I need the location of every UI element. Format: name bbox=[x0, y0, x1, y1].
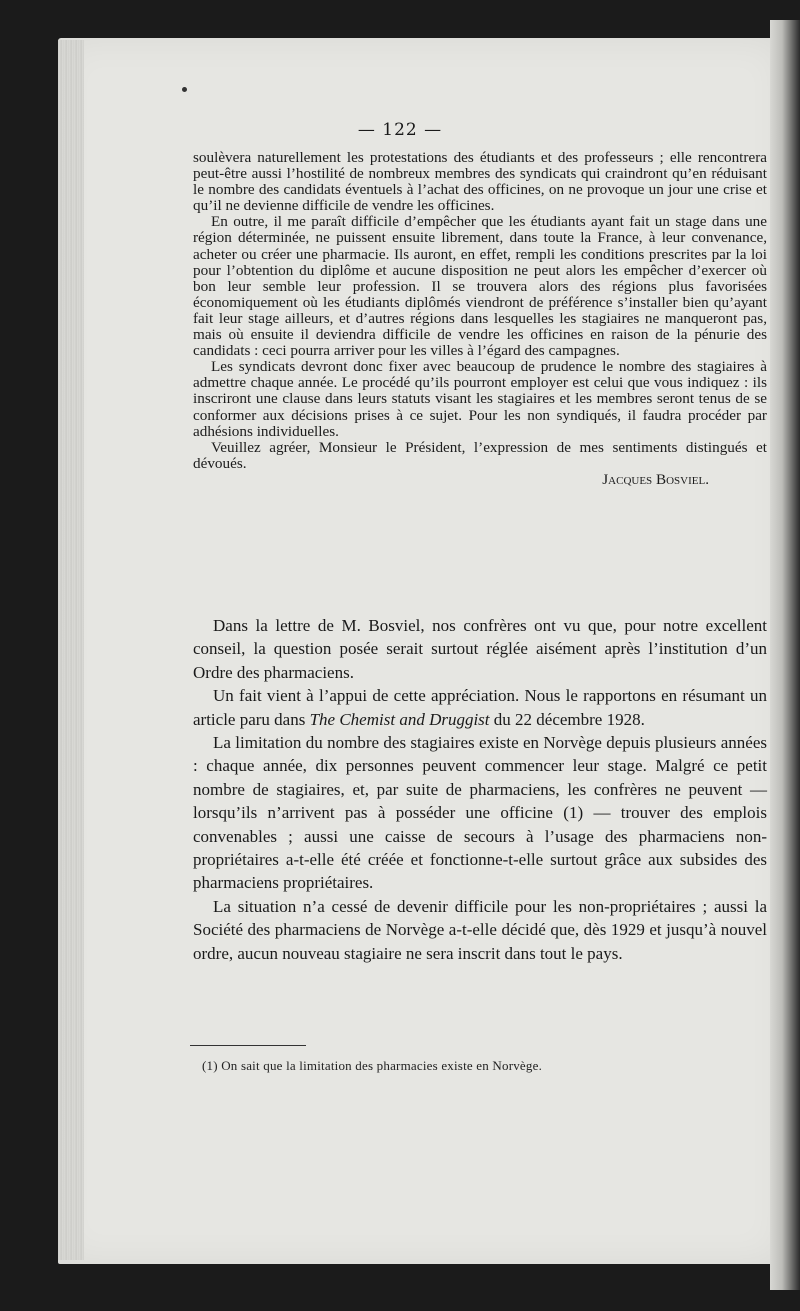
page-gutter bbox=[58, 40, 84, 1260]
journal-title: The Chemist and Druggist bbox=[309, 709, 490, 729]
letter-body bbox=[193, 150, 767, 488]
citation-before: Un fait vient à l’appui de cette appréciation. Nous le rapportons en résumant un article paru dans bbox=[193, 686, 767, 729]
citation-after: du 22 décembre 1928. bbox=[489, 709, 645, 729]
page-number: — 122 — bbox=[357, 120, 443, 140]
ink-speck bbox=[182, 87, 187, 92]
footnote-rule bbox=[190, 1045, 306, 1046]
letter-paragraph-2: En outre, il me paraît difficile d’empêcher que les étudiants ayant fait un stage dans une région déterminée, ne puissent ensuite librement, dans toute la France, à leur convenance, acheter ou créer une pharmacie. Ils auront, en effet, rempli les conditions prescrites par la loi pour l’obtention du diplôme et aucune disposition ne peut alors les empêcher d’exercer où bon leur semble leur profession. Il se trouvera alors des régions plus favorisées économiquement où les étudiants diplômés viendront de préférence s’installer bien qu’ayant fait leur stage ailleurs, et d’autres régions dans lesquelles les stagiaires ne manqueront pas, mais où ensuite il deviendra difficile de vendre les officines en raison de la pénurie des candidats : ceci pourra arriver pour les villes à l’égard des campagnes. bbox=[193, 213, 767, 360]
main-paragraph-citation bbox=[193, 684, 767, 731]
footnote: (1) On sait que la limitation des pharmacies existe en Norvège. bbox=[202, 1058, 543, 1073]
letter-closing: Veuillez agréer, Monsieur le Président, l’expression de mes sentiments distingués et dévoués. bbox=[193, 438, 767, 472]
main-paragraph-2: La limitation du nombre des stagiaires existe en Norvège depuis plusieurs années : chaque année, dix personnes peuvent commencer leur stage. Malgré ce petit nombre de stagiaires, et, par suite de pharmaciens, les confrères ne peuvent — lorsqu’ils n’arrivent pas à posséder une officine (1) — trouver des emplois convenables ; aussi une caisse de secours à l’usage des pharmaciens non-propriétaires a-t-elle été créée et fonctionne-t-elle surtout grâce aux subsides des pharmaciens propriétaires. bbox=[193, 733, 767, 893]
main-paragraph-1: Dans la lettre de M. Bosviel, nos confrères ont vu que, pour notre excellent conseil, la question posée serait surtout réglée aisément après l’institution d’un Ordre des pharmaciens. bbox=[193, 616, 767, 682]
letter-signature: Jacques Bosviel. bbox=[602, 470, 709, 488]
letter-paragraph-1: soulèvera naturellement les protestations des étudiants et des professeurs ; elle rencontrera peut-être aussi l’hostilité de nombreux membres des syndicats qui craindront qu’en réduisant le nombre des candidats éventuels à l’achat des officines, on ne provoque un jour une crise et qu’il ne devienne difficile de vendre les officines. bbox=[193, 149, 767, 215]
page-right-edge bbox=[770, 20, 800, 1290]
main-text bbox=[193, 614, 767, 965]
letter-paragraph-3: Les syndicats devront donc fixer avec beaucoup de prudence le nombre des stagiaires à admettre chaque année. Le procédé qu’ils pourront employer est celui que vous indiquez : ils inscriront une clause dans leurs statuts visant les stagiaires et les membres seront tenus de se conformer aux décisions prises à ce sujet. Pour les non syndiqués, il faudra procéder par adhésions individuelles. bbox=[193, 358, 767, 440]
main-paragraph-3: La situation n’a cessé de devenir difficile pour les non-propriétaires ; aussi la Société des pharmaciens de Norvège a-t-elle décidé que, dès 1929 et jusqu’à nouvel ordre, aucun nouveau stagiaire ne sera inscrit dans tout le pays. bbox=[193, 896, 767, 963]
signature-line bbox=[193, 472, 767, 488]
